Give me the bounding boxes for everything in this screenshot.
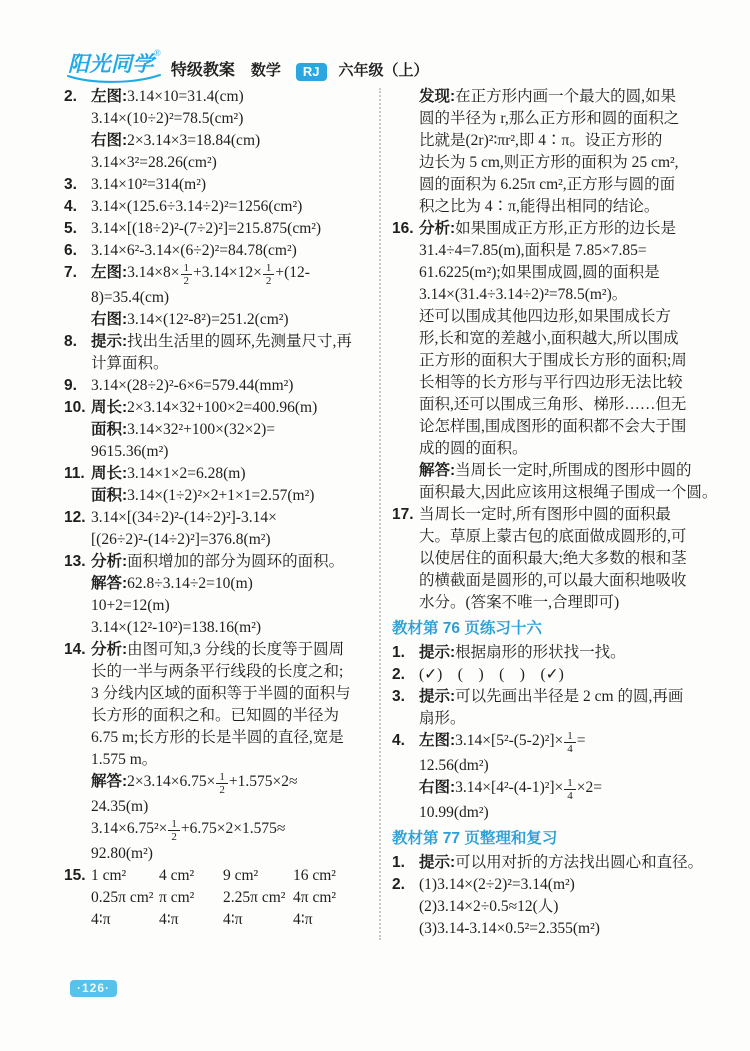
bold-label: 解答:: [91, 773, 128, 790]
bold-label: 提示:: [419, 644, 456, 661]
answer-line: 3.14×(12²-10²)=138.16(m²): [91, 619, 262, 636]
page-number-badge: ·126·: [70, 980, 117, 997]
section-heading: 教材第 77 页整理和复习: [392, 830, 558, 847]
fraction-denominator: 2: [219, 784, 225, 796]
answer-line: 分析:如果围成正方形,正方形的边长是: [419, 220, 677, 237]
table-cell: 1 cm²: [91, 867, 127, 884]
answer-line: 3.14×10²=314(m²): [91, 176, 207, 193]
answer-line: 解答:62.8÷3.14÷2=10(m): [91, 575, 253, 592]
subject-label: 数学: [250, 62, 281, 79]
answer-line: 3 分线内区域的面积等于半圆的面积与: [91, 685, 351, 702]
bold-label: 右图:: [419, 779, 456, 796]
brand-logo-text: 阳光同学: [68, 53, 154, 76]
answer-line: 分析:由图可知,3 分线的长度等于圆周: [91, 641, 345, 658]
answer-line: 3.14×(125.6÷3.14÷2)²=1256(cm²): [91, 198, 303, 215]
bold-label: 解答:: [91, 575, 128, 592]
answer-line: 3.14×6.75²× $\frac{1}{2}$ +6.75×2×1.575≈: [91, 818, 286, 843]
answer-line: 12.56(dm²): [419, 757, 489, 774]
answer-line: 论怎样围,围成图形的面积都不会大于围: [419, 418, 687, 435]
answer-line: 3.14×(10÷2)²=78.5(cm²): [91, 110, 244, 127]
answer-line: 6.75 m;长方形的长是半圆的直径,宽是: [91, 729, 344, 746]
answer-item: [64, 262, 373, 331]
item-number: 2.: [392, 666, 405, 683]
item-lines: [91, 331, 373, 375]
bold-label: 分析:: [91, 553, 128, 570]
table-cell: 0.25π cm²: [91, 889, 154, 906]
item-lines: [419, 86, 706, 218]
table-cell: 4∶π: [293, 911, 313, 928]
item-lines: [91, 865, 373, 931]
bold-label: 右图:: [91, 132, 128, 149]
item-lines: [91, 86, 373, 174]
answer-table: [91, 865, 373, 931]
answer-line: 3.14×(31.4÷3.14÷2)²=78.5(m²)。: [419, 286, 628, 303]
answer-line: (✓) ( ) ( ) (✓): [419, 666, 564, 683]
answer-line: 圆的半径为 r,那么正方形和圆的面积之: [419, 110, 680, 127]
answer-line: 成的圆的面积。: [419, 440, 528, 457]
answer-line: 解答:2×3.14×6.75× $\frac{1}{2}$ +1.575×2≈: [91, 771, 298, 796]
left-answer-column: [64, 86, 373, 940]
answer-item: [64, 240, 373, 262]
page-header: [68, 48, 429, 83]
item-number: 7.: [64, 264, 77, 281]
item-number: 2.: [392, 876, 405, 893]
answer-line: 提示:找出生活里的圆环,先测量尺寸,再: [91, 333, 352, 350]
answer-line: 发现:在正方形内画一个最大的圆,如果: [419, 88, 677, 105]
item-number: 11.: [64, 465, 85, 482]
right-answer-column: [392, 86, 718, 940]
answer-line: 以使居住的面积最大;绝大多数的根和茎: [419, 550, 687, 567]
series-title: 特级教案: [170, 62, 235, 79]
fraction-denominator: 2: [171, 831, 177, 843]
bold-label: 左图:: [419, 732, 456, 749]
answer-line: 3.14×3²=28.26(cm²): [91, 154, 217, 171]
table-cell: 4∶π: [159, 911, 179, 928]
answer-line: 9615.36(m²): [91, 443, 169, 460]
answer-line: 长方形的面积之和。已知圆的半径为: [91, 707, 340, 724]
answer-item: [64, 507, 373, 551]
fraction: [216, 771, 228, 796]
item-lines: [419, 642, 706, 664]
item-number: 14.: [64, 641, 86, 658]
answer-line: 61.6225(m²);如果围成圆,圆的面积是: [419, 264, 660, 281]
item-lines: [91, 507, 373, 551]
table-cell: 4∶π: [91, 911, 111, 928]
item-lines: [91, 174, 373, 196]
item-number: 3.: [64, 176, 77, 193]
bold-label: 分析:: [91, 641, 128, 658]
table-cell: 2.25π cm²: [223, 889, 286, 906]
answer-line: 右图:2×3.14×3=18.84(cm): [91, 132, 261, 149]
item-number: 5.: [64, 220, 77, 237]
item-number: 6.: [64, 242, 77, 259]
item-number: 8.: [64, 333, 77, 350]
item-lines: [91, 375, 373, 397]
bold-label: 面积:: [91, 487, 128, 504]
bold-label: 左图:: [91, 88, 128, 105]
fraction-numerator: 1: [564, 777, 576, 790]
answer-line: 24.35(m): [91, 798, 149, 815]
item-number: [392, 86, 419, 218]
item-lines: [91, 463, 373, 507]
item-number: 13.: [64, 553, 86, 570]
answer-line: 提示:可以用对折的方法找出圆心和直径。: [419, 854, 704, 871]
bold-label: 提示:: [419, 688, 456, 705]
table-cell: 16 cm²: [293, 867, 336, 884]
table-cell: 4 cm²: [159, 867, 195, 884]
bold-label: 周长:: [91, 399, 128, 416]
answer-line: 3.14×(28÷2)²-6×6=579.44(mm²): [91, 377, 294, 394]
item-lines: [91, 218, 373, 240]
answer-item: [392, 686, 706, 730]
item-number: 4.: [392, 732, 405, 749]
answer-line: 的横截面是圆形的,可以最大面积地吸收: [419, 572, 687, 589]
column-divider: [379, 88, 381, 940]
answer-line: 3.14×6²-3.14×(6÷2)²=84.78(cm²): [91, 242, 297, 259]
fraction-denominator: 2: [183, 275, 190, 287]
answer-line: 面积:3.14×32²+100×(32×2)=: [91, 421, 275, 438]
answer-item: [392, 874, 706, 940]
answer-line: 10.99(dm²): [419, 804, 489, 821]
answer-line: 边长为 5 cm,则正方形的面积为 25 cm²,: [419, 154, 679, 171]
answer-line: 面积,还可以围成三角形、梯形……但无: [419, 396, 687, 413]
fraction-numerator: 1: [181, 262, 193, 275]
answer-item: [64, 375, 373, 397]
answer-line: 10+2=12(m): [91, 597, 170, 614]
answer-line: 扇形。: [419, 710, 466, 727]
item-lines: [91, 262, 373, 331]
answer-line: 还可以围成其他四边形,如果围成长方: [419, 308, 671, 325]
answer-item: [392, 642, 706, 664]
answer-item: [392, 852, 706, 874]
item-number: 1.: [392, 644, 405, 661]
logo-underline-swoosh-icon: [66, 74, 162, 83]
item-lines: [419, 852, 706, 874]
answer-line: 3.14×[(18÷2)²-(7÷2)²]=215.875(cm²): [91, 220, 322, 237]
item-lines: [91, 240, 373, 262]
answer-item: [64, 865, 373, 931]
table-cell: 4π cm²: [293, 889, 337, 906]
answer-line: 右图:3.14×[4²-(4-1)²]× $\frac{1}{4}$ ×2=: [419, 777, 603, 802]
table-cell: π cm²: [159, 889, 195, 906]
answer-line: (2)3.14×2÷0.5≈12(人): [419, 898, 559, 915]
answer-item: [64, 551, 373, 639]
section-heading: 教材第 76 页练习十六: [392, 620, 542, 637]
item-number: 2.: [64, 88, 77, 105]
answer-line: 大。草原上蒙古包的底面做成圆形的,可: [419, 528, 687, 545]
fraction-denominator: 2: [265, 275, 272, 287]
fraction: [168, 818, 180, 843]
answer-item: [392, 218, 718, 504]
bold-label: 右图:: [91, 311, 128, 328]
item-number: 16.: [392, 220, 414, 237]
item-number: 10.: [64, 399, 86, 416]
answer-line: 面积最大,因此应该用这根绳子围成一个圆。: [419, 484, 718, 501]
answer-line: 左图:3.14×[5²-(5-2)²]× $\frac{1}{4}$ =: [419, 730, 586, 755]
answer-line: 比就是(2r)²∶πr²,即 4∶π。设正方形的: [419, 132, 663, 149]
grade-label: 六年级（上）: [338, 62, 429, 79]
fraction-denominator: 4: [567, 790, 573, 802]
item-lines: [91, 639, 373, 865]
answer-line: 提示:可以先画出半径是 2 cm 的圆,再画: [419, 688, 684, 705]
item-number: 9.: [64, 377, 77, 394]
answer-item: [64, 174, 373, 196]
brand-logo: [68, 48, 161, 83]
answer-line: 分析:面积增加的部分为圆环的面积。: [91, 553, 345, 570]
bold-label: 发现:: [419, 88, 456, 105]
bold-label: 解答:: [419, 462, 456, 479]
answer-line: 提示:根据扇形的形状找一找。: [419, 644, 626, 661]
registered-trademark-icon: ®: [154, 48, 161, 58]
answer-line: 8)=35.4(cm): [91, 289, 170, 306]
answer-item: [64, 86, 373, 174]
item-lines: [91, 397, 373, 463]
answer-line: 周长:3.14×1×2=6.28(m): [91, 465, 246, 482]
answer-line: 计算面积。: [91, 355, 169, 372]
item-lines: [419, 730, 706, 824]
answer-line: (3)3.14-3.14×0.5²=2.355(m²): [419, 920, 600, 937]
item-lines: [419, 504, 706, 614]
item-number: 17.: [392, 506, 414, 523]
answer-line: (1)3.14×(2÷2)²=3.14(m²): [419, 876, 575, 893]
fraction-numerator: 1: [216, 771, 228, 784]
item-number: 3.: [392, 688, 405, 705]
item-number: 15.: [64, 867, 86, 884]
answer-item: [64, 218, 373, 240]
answer-line: 长的一半与两条平行线段的长度之和;: [91, 663, 344, 680]
item-lines: [419, 686, 706, 730]
fraction: [181, 262, 193, 287]
answer-line: 长相等的长方形与平行四边形无法比较: [419, 374, 683, 391]
answer-line: 3.14×[(34÷2)²-(14÷2)²]-3.14×: [91, 509, 277, 526]
answer-item: [64, 196, 373, 218]
bold-label: 左图:: [91, 264, 128, 281]
fraction-denominator: 4: [567, 743, 573, 755]
answer-line: [(26÷2)²-(14÷2)²]=376.8(m²): [91, 531, 271, 548]
answer-line: 积之比为 4∶π,能得出相同的结论。: [419, 198, 660, 215]
fraction-numerator: 1: [263, 262, 275, 275]
answer-line: 右图:3.14×(12²-8²)=251.2(cm²): [91, 311, 289, 328]
item-lines: [419, 664, 706, 686]
answer-line: 左图:3.14×10=31.4(cm): [91, 88, 244, 105]
answer-line: 左图:3.14×8× $\frac{1}{2}$ +3.14×12× $\frac{1}{2}$ +(12-: [91, 262, 310, 287]
answer-item: [392, 86, 706, 218]
answer-line: 面积:3.14×(1÷2)²×2+1×1=2.57(m²): [91, 487, 315, 504]
item-lines: [91, 196, 373, 218]
fraction: [564, 730, 576, 755]
answer-item: [392, 504, 706, 614]
answer-line: 形,长和宽的差越小,面积越大,所以围成: [419, 330, 679, 347]
fraction-numerator: 1: [564, 730, 576, 743]
table-cell: 9 cm²: [223, 867, 259, 884]
fraction-numerator: 1: [168, 818, 180, 831]
fraction: [564, 777, 576, 802]
bold-label: 提示:: [419, 854, 456, 871]
answer-item: [392, 664, 706, 686]
answer-item: [64, 639, 373, 865]
answer-line: 31.4÷4=7.85(m),面积是 7.85×7.85=: [419, 242, 647, 259]
bold-label: 周长:: [91, 465, 128, 482]
bold-label: 分析:: [419, 220, 456, 237]
bold-label: 面积:: [91, 421, 128, 438]
answer-item: [64, 331, 373, 375]
answer-line: 92.80(m²): [91, 845, 153, 862]
item-number: 4.: [64, 198, 77, 215]
answer-item: [64, 397, 373, 463]
answer-line: 圆的面积为 6.25π cm²,正方形与圆的面: [419, 176, 676, 193]
item-lines: [91, 551, 373, 639]
bold-label: 提示:: [91, 333, 128, 350]
table-cell: 4∶π: [223, 911, 243, 928]
answer-line: 水分。(答案不唯一,合理即可): [419, 594, 620, 611]
item-number: 12.: [64, 509, 86, 526]
answer-item: [392, 730, 706, 824]
fraction: [263, 262, 275, 287]
answer-line: 周长:2×3.14×32+100×2=400.96(m): [91, 399, 318, 416]
answer-line: 当周长一定时,所有图形中圆的面积最: [419, 506, 671, 523]
answer-item: [64, 463, 373, 507]
item-lines: [419, 218, 718, 504]
answer-line: 1.575 m。: [91, 751, 158, 768]
two-column-content: [64, 86, 718, 940]
answer-line: 解答:当周长一定时,所围成的图形中圆的: [419, 462, 692, 479]
answer-line: 正方形的面积大于围成长方形的面积;周: [419, 352, 687, 369]
item-lines: [419, 874, 706, 940]
edition-badge: RJ: [296, 63, 327, 81]
item-number: 1.: [392, 854, 405, 871]
